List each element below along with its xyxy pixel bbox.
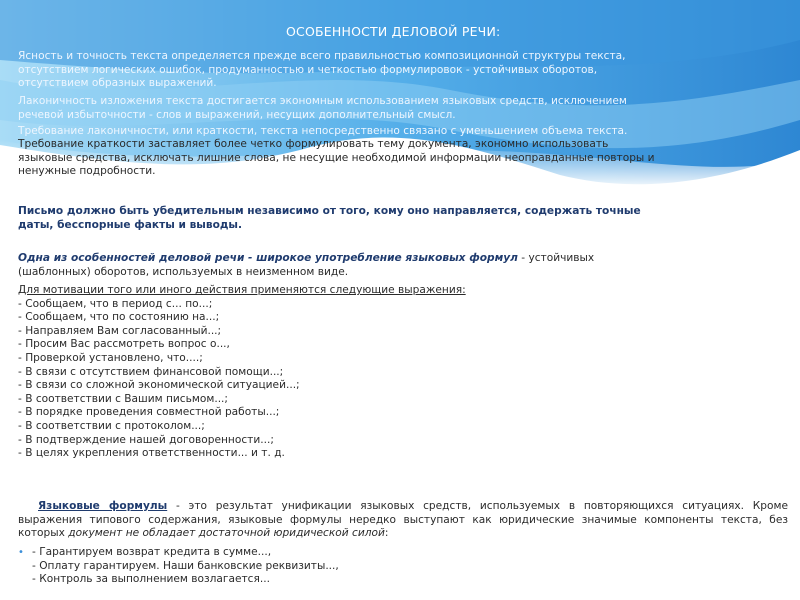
emphasis-text: Языковые формулы	[38, 500, 168, 512]
text-line: Лаконичность изложения текста достигается экономным использованием языковых средств, исключением	[18, 95, 627, 107]
text-span: - это результат унификации языковых средств, используемых в повторяющихся ситуациях. Кроме выражения типового содержания, языковые формулы нередко выступают как юридические значимые компоненты текста, без которых	[18, 500, 788, 540]
list-item: - В порядке проведения совместной работы...;	[18, 406, 280, 419]
motivation-list	[18, 284, 788, 461]
list-item: - Сообщаем, что в период с... по...;	[18, 297, 213, 310]
text-line: Требование краткости заставляет более четко формулировать тему документа, экономно использовать	[18, 138, 609, 150]
list-item: - Сообщаем, что по состоянию на...;	[18, 311, 220, 324]
paragraph-brevity-detail	[18, 138, 788, 179]
paragraph-language-formulas	[18, 252, 788, 279]
list-item: - Направляем Вам согласованный...;	[18, 324, 222, 337]
list-item: - Проверкой установлено, что....;	[18, 351, 203, 364]
list-item	[18, 546, 788, 560]
text-line: языковые средства, исключать лишние слова, не несущие необходимой информации неоправданные повторы и	[18, 151, 655, 164]
list-item: - В связи со сложной экономической ситуацией...;	[18, 379, 300, 392]
list-item: - В соответствии с протоколом...;	[18, 419, 205, 432]
slide-title: ОСОБЕННОСТИ ДЕЛОВОЙ РЕЧИ:	[286, 24, 501, 39]
list-item: - Просим Вас рассмотреть вопрос о...,	[18, 338, 230, 351]
text-span: :	[384, 527, 389, 540]
text-line: речевой избыточности - слов и выражений, несущих дополнительный смысл.	[18, 108, 456, 121]
text-line: ненужные подробности.	[18, 165, 156, 178]
text-span: - устойчивых	[517, 252, 595, 264]
list-item-text: - Оплату гарантируем. Наши банковские реквизиты...,	[32, 559, 339, 572]
paragraph-convincing	[18, 205, 788, 232]
text-line: Ясность и точность текста определяется прежде всего правильностью композиционной структуры текста,	[18, 50, 626, 62]
text-line: отсутствием образных выражений.	[18, 77, 217, 90]
formula-examples	[18, 546, 788, 587]
list-item	[18, 573, 788, 587]
emphasis-text: Одна из особенностей деловой речи - широкое употребление языковых формул	[18, 252, 518, 264]
text-line: Письмо должно быть убедительным независимо от того, кому оно направляется, содержать точные	[18, 205, 641, 217]
text-line	[18, 252, 788, 266]
text-line: даты, бесспорные факты и выводы.	[18, 218, 243, 231]
list-header: Для мотивации того или иного действия применяются следующие выражения:	[18, 284, 466, 296]
italic-text: документ не обладает достаточной юридической силой	[68, 527, 385, 540]
paragraph-conciseness	[18, 95, 788, 122]
list-item: - В связи с отсутствием финансовой помощи...;	[18, 365, 284, 378]
text-line: (шаблонных) оборотов, используемых в неизменном виде.	[18, 265, 349, 278]
list-item-text: - Контроль за выполнением возлагается...	[32, 573, 270, 586]
text-line: отсутствием логических ошибок, продуманностью и четкостью формулировок - устойчивых оборотов,	[18, 63, 598, 76]
list-item-text: - Гарантируем возврат кредита в сумме...,	[32, 546, 272, 558]
bullet-icon: •	[18, 547, 24, 558]
list-item: - В целях укрепления ответственности... и т. д.	[18, 447, 285, 460]
paragraph-clarity	[18, 50, 788, 91]
paragraph-formulas-definition	[18, 500, 788, 541]
list-item: - В соответствии с Вашим письмом...;	[18, 392, 228, 405]
list-item	[18, 560, 788, 574]
list-item: - В подтверждение нашей договоренности...;	[18, 433, 274, 446]
paragraph-brevity: Требование лаконичности, или краткости, текста непосредственно связано с уменьшением объема текста.	[18, 125, 628, 137]
